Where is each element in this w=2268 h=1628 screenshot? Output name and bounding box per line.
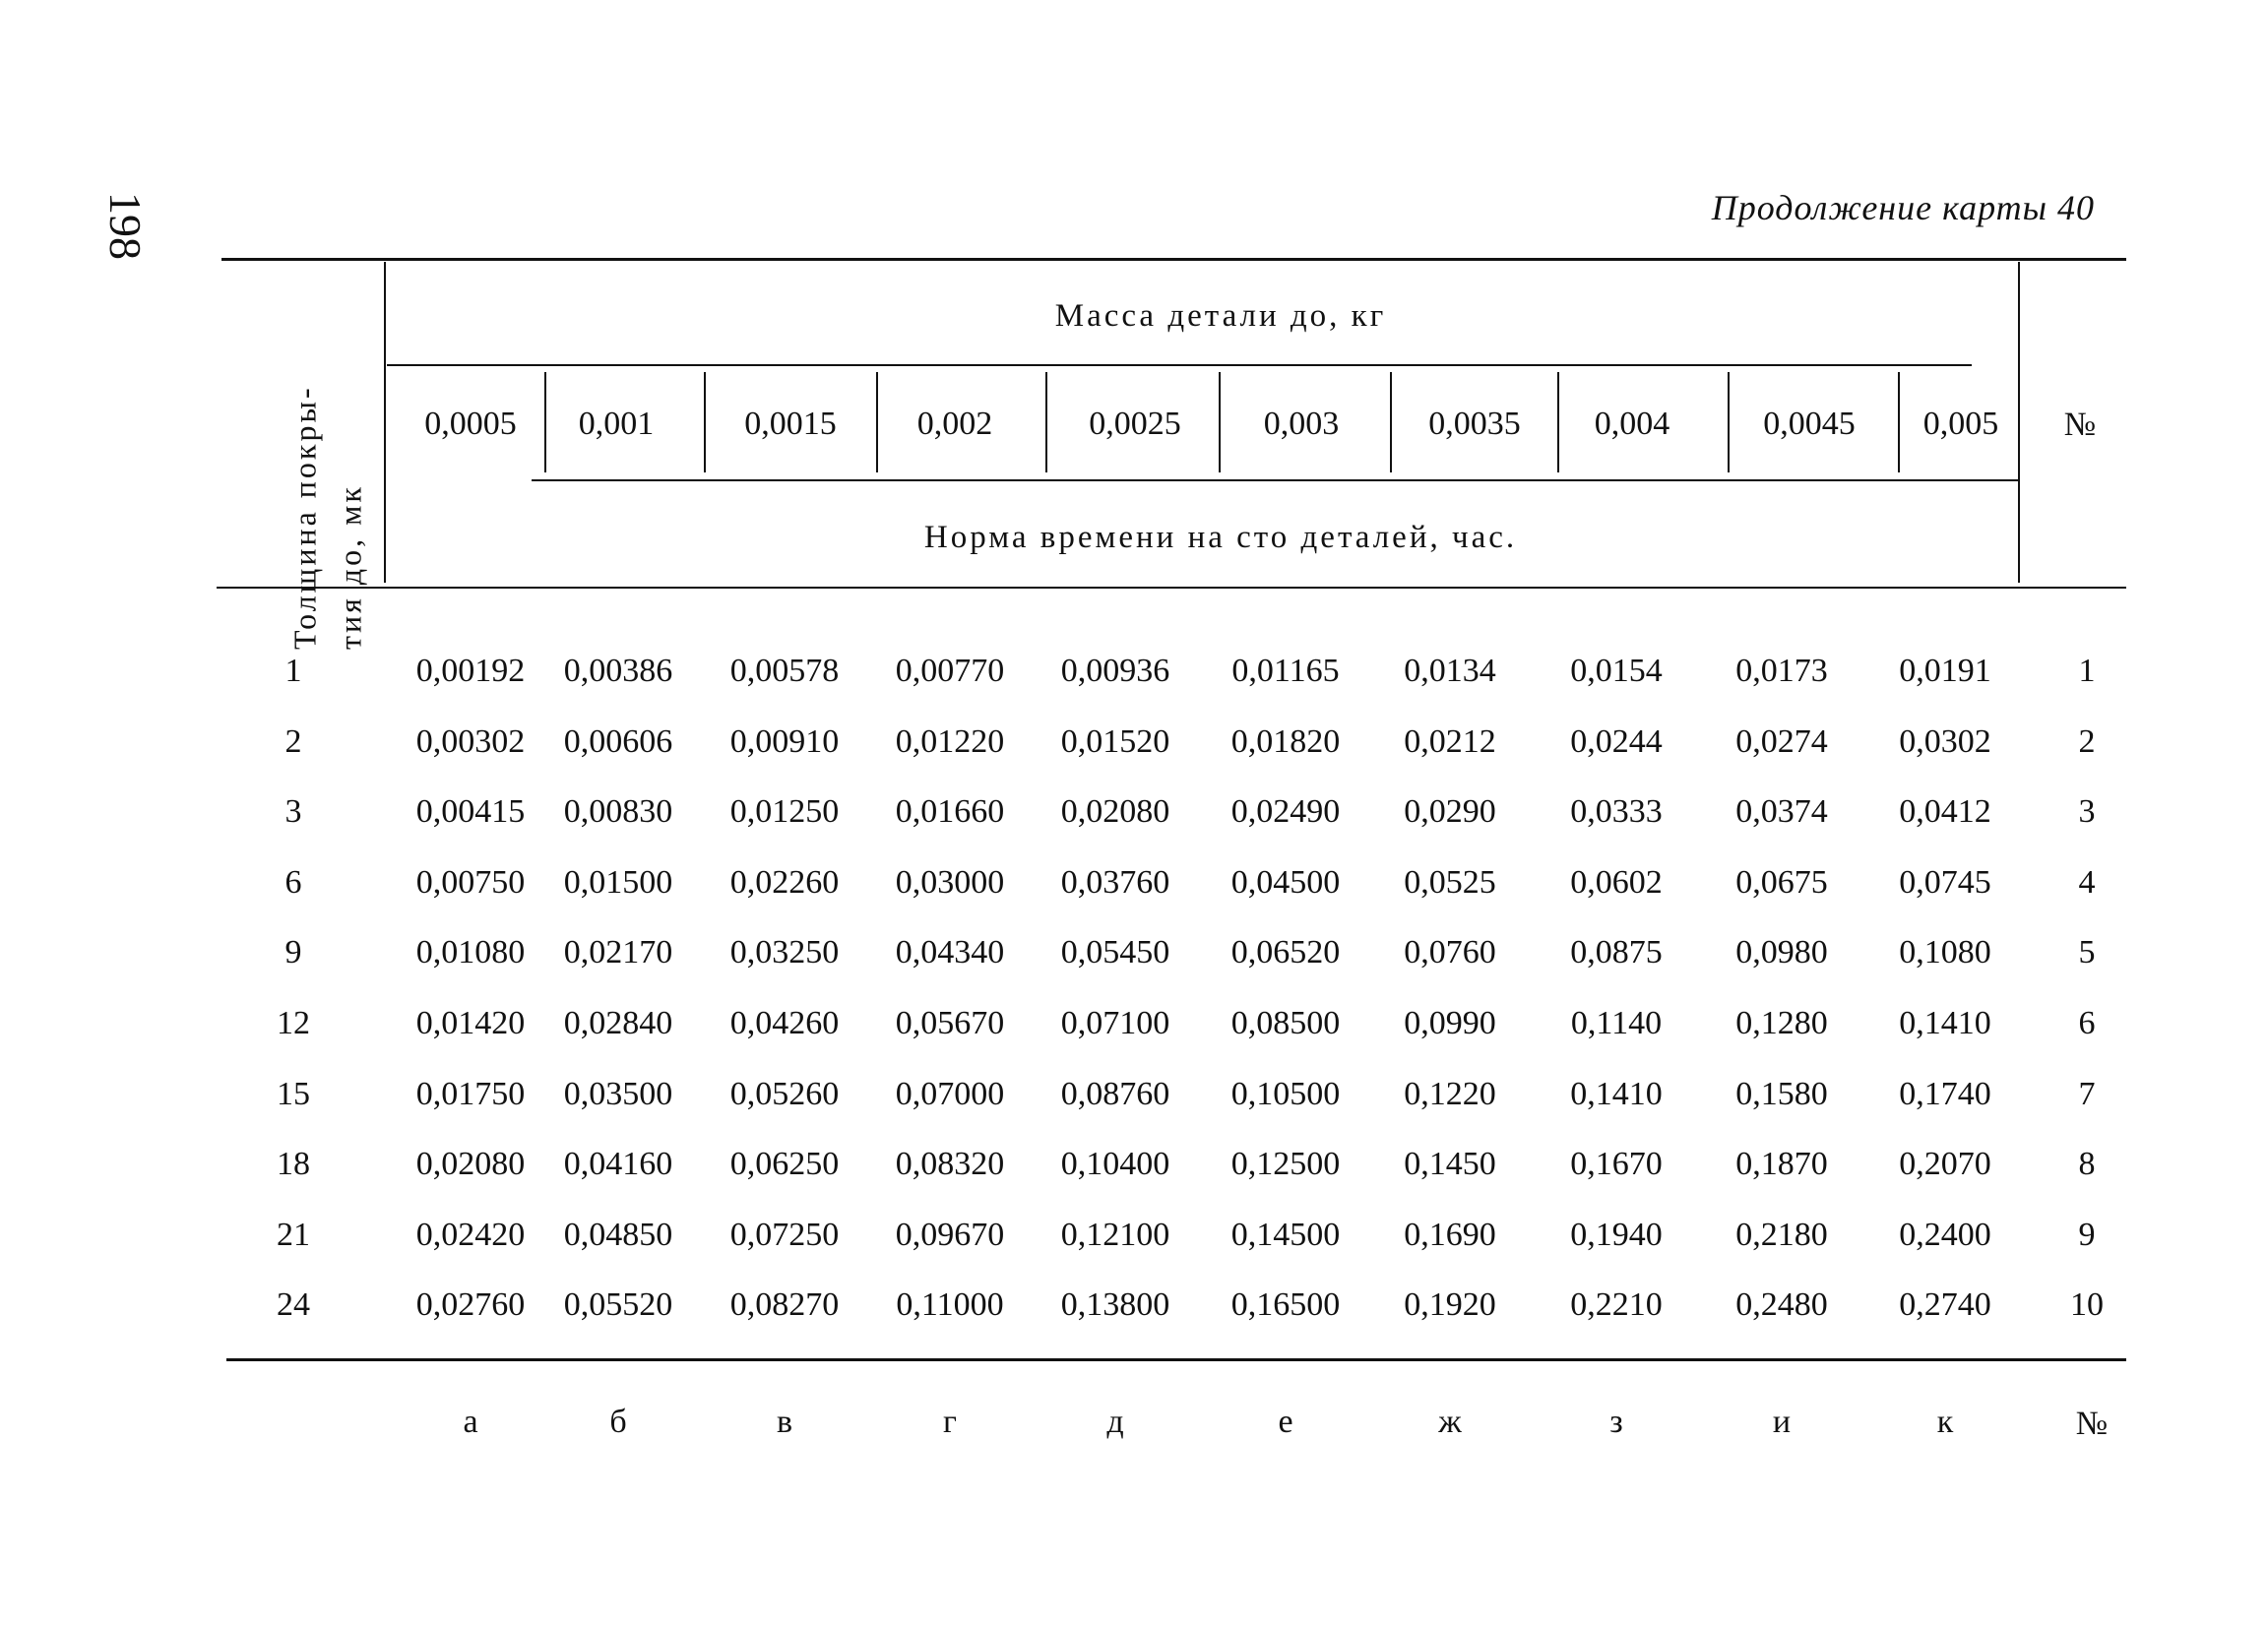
table-bottom-rule bbox=[226, 1358, 2126, 1361]
table-cell: 0,07100 bbox=[1060, 1005, 1170, 1041]
table-cell: 0,0134 bbox=[1404, 653, 1496, 689]
row-number: 9 bbox=[2078, 1216, 2096, 1253]
table-cell: 0,0333 bbox=[1570, 793, 1663, 831]
table-cell: 0,10500 bbox=[1230, 1075, 1341, 1112]
table-cell: 0,10400 bbox=[1060, 1146, 1170, 1183]
table-cell: 0,01660 bbox=[895, 793, 1005, 831]
table-cell: 0,0980 bbox=[1735, 934, 1828, 971]
row-number: 1 bbox=[2078, 653, 2096, 689]
table-cell: 0,04500 bbox=[1230, 863, 1341, 901]
mass-value-header: 0,0015 bbox=[744, 406, 837, 442]
table-cell: 0,1740 bbox=[1899, 1075, 1991, 1112]
row-thickness: 2 bbox=[284, 722, 302, 760]
column-letter: д bbox=[1106, 1404, 1124, 1440]
table-cell: 0,0675 bbox=[1735, 863, 1828, 901]
row-thickness: 6 bbox=[284, 863, 302, 901]
column-letter: б bbox=[609, 1404, 627, 1440]
num-column-divider bbox=[2018, 262, 2020, 583]
table-cell: 0,0173 bbox=[1735, 653, 1828, 689]
mass-value-header: 0,004 bbox=[1594, 406, 1670, 442]
row-number: 10 bbox=[2070, 1286, 2104, 1324]
table-cell: 0,08760 bbox=[1060, 1075, 1170, 1112]
mass-column-divider bbox=[1219, 372, 1221, 472]
column-letter: к bbox=[1936, 1404, 1954, 1440]
table-cell: 0,04340 bbox=[895, 934, 1005, 971]
row-thickness: 3 bbox=[284, 793, 302, 831]
table-cell: 0,1280 bbox=[1735, 1005, 1828, 1041]
row-thickness: 12 bbox=[277, 1005, 310, 1041]
mass-column-divider bbox=[1728, 372, 1730, 472]
table-cell: 0,00750 bbox=[415, 863, 526, 901]
row-thickness: 9 bbox=[284, 934, 302, 971]
table-cell: 0,2480 bbox=[1735, 1286, 1828, 1324]
table-cell: 0,00415 bbox=[415, 793, 526, 831]
header-bottom-rule bbox=[217, 587, 2126, 589]
column-letter: г bbox=[943, 1404, 957, 1440]
table-cell: 0,05260 bbox=[729, 1075, 840, 1112]
column-letter: ж bbox=[1438, 1404, 1462, 1440]
page-number: 198 bbox=[100, 192, 151, 260]
mass-value-header: 0,005 bbox=[1922, 406, 1999, 442]
row-number: 7 bbox=[2078, 1075, 2096, 1112]
stub-header-line-1: Толщина покры- bbox=[286, 385, 323, 650]
table-cell: 0,13800 bbox=[1060, 1286, 1170, 1324]
table-cell: 0,01220 bbox=[895, 722, 1005, 760]
table-cell: 0,12500 bbox=[1230, 1146, 1341, 1183]
column-letter: з bbox=[1609, 1404, 1623, 1440]
table-cell: 0,01750 bbox=[415, 1075, 526, 1112]
table-cell: 0,2180 bbox=[1735, 1216, 1828, 1253]
table-cell: 0,0745 bbox=[1899, 863, 1991, 901]
table-cell: 0,05520 bbox=[563, 1286, 673, 1324]
row-thickness: 1 bbox=[284, 653, 302, 689]
mass-value-header: 0,0005 bbox=[424, 406, 517, 442]
table-cell: 0,2400 bbox=[1899, 1216, 1991, 1253]
table-cell: 0,2740 bbox=[1899, 1286, 1991, 1324]
row-number: 6 bbox=[2078, 1005, 2096, 1041]
table-cell: 0,04850 bbox=[563, 1216, 673, 1253]
table-cell: 0,0990 bbox=[1404, 1005, 1496, 1041]
table-cell: 0,08500 bbox=[1230, 1005, 1341, 1041]
table-cell: 0,01080 bbox=[415, 934, 526, 971]
mass-value-header: 0,0035 bbox=[1428, 406, 1521, 442]
footer-num-label: № bbox=[2075, 1406, 2109, 1442]
table-cell: 0,1140 bbox=[1570, 1005, 1663, 1041]
table-cell: 0,11000 bbox=[896, 1286, 1004, 1324]
mass-column-divider bbox=[704, 372, 706, 472]
table-cell: 0,00936 bbox=[1060, 653, 1170, 689]
table-cell: 0,00386 bbox=[563, 653, 673, 689]
table-cell: 0,03000 bbox=[895, 863, 1005, 901]
table-cell: 0,07250 bbox=[729, 1216, 840, 1253]
table-cell: 0,00830 bbox=[563, 793, 673, 831]
table-cell: 0,14500 bbox=[1230, 1216, 1341, 1253]
table-cell: 0,0154 bbox=[1570, 653, 1663, 689]
table-cell: 0,0274 bbox=[1735, 722, 1828, 760]
row-number: 4 bbox=[2078, 863, 2096, 901]
row-thickness: 15 bbox=[277, 1075, 310, 1112]
table-cell: 0,0374 bbox=[1735, 793, 1828, 831]
table-cell: 0,12100 bbox=[1060, 1216, 1170, 1253]
row-number: 8 bbox=[2078, 1146, 2096, 1183]
table-cell: 0,03760 bbox=[1060, 863, 1170, 901]
norm-subheader-rule bbox=[532, 479, 2018, 481]
table-cell: 0,03500 bbox=[563, 1075, 673, 1112]
column-letter: в bbox=[776, 1404, 793, 1440]
mass-header: Масса детали до, кг bbox=[1054, 298, 1387, 334]
column-letter: а bbox=[463, 1404, 478, 1440]
table-cell: 0,00302 bbox=[415, 722, 526, 760]
table-cell: 0,1920 bbox=[1404, 1286, 1496, 1324]
num-column-header: № bbox=[2063, 407, 2097, 443]
table-cell: 0,02490 bbox=[1230, 793, 1341, 831]
table-cell: 0,0302 bbox=[1899, 722, 1991, 760]
table-cell: 0,1670 bbox=[1570, 1146, 1663, 1183]
table-cell: 0,01165 bbox=[1231, 653, 1340, 689]
stub-header-line-2: тия до, мк bbox=[333, 484, 368, 650]
table-cell: 0,0602 bbox=[1570, 863, 1663, 901]
table-cell: 0,05450 bbox=[1060, 934, 1170, 971]
table-cell: 0,01820 bbox=[1230, 722, 1341, 760]
table-cell: 0,1690 bbox=[1404, 1216, 1496, 1253]
mass-subheader-rule bbox=[387, 364, 1972, 366]
table-cell: 0,0290 bbox=[1404, 793, 1496, 831]
table-cell: 0,0525 bbox=[1404, 863, 1496, 901]
table-cell: 0,02420 bbox=[415, 1216, 526, 1253]
table-cell: 0,06250 bbox=[729, 1146, 840, 1183]
row-thickness: 24 bbox=[277, 1286, 310, 1324]
row-thickness: 18 bbox=[277, 1146, 310, 1183]
table-cell: 0,2210 bbox=[1570, 1286, 1663, 1324]
table-cell: 0,09670 bbox=[895, 1216, 1005, 1253]
table-cell: 0,0191 bbox=[1899, 653, 1991, 689]
table-cell: 0,01420 bbox=[415, 1005, 526, 1041]
continuation-caption: Продолжение карты 40 bbox=[1711, 188, 2095, 227]
table-cell: 0,02080 bbox=[1060, 793, 1170, 831]
table-cell: 0,0875 bbox=[1570, 934, 1663, 971]
table-cell: 0,00910 bbox=[729, 722, 840, 760]
mass-value-header: 0,0025 bbox=[1089, 406, 1181, 442]
table-cell: 0,00606 bbox=[563, 722, 673, 760]
table-top-rule bbox=[221, 258, 2126, 261]
table-cell: 0,1940 bbox=[1570, 1216, 1663, 1253]
table-cell: 0,04160 bbox=[563, 1146, 673, 1183]
table-cell: 0,00192 bbox=[415, 653, 526, 689]
mass-column-divider bbox=[1390, 372, 1392, 472]
table-cell: 0,00770 bbox=[895, 653, 1005, 689]
table-cell: 0,05670 bbox=[895, 1005, 1005, 1041]
table-cell: 0,0412 bbox=[1899, 793, 1991, 831]
table-cell: 0,04260 bbox=[729, 1005, 840, 1041]
table-cell: 0,0212 bbox=[1404, 722, 1496, 760]
table-cell: 0,01520 bbox=[1060, 722, 1170, 760]
table-cell: 0,1410 bbox=[1899, 1005, 1991, 1041]
mass-column-divider bbox=[1557, 372, 1559, 472]
table-cell: 0,02080 bbox=[415, 1146, 526, 1183]
table-cell: 0,2070 bbox=[1899, 1146, 1991, 1183]
row-number: 2 bbox=[2078, 722, 2096, 760]
table-cell: 0,02260 bbox=[729, 863, 840, 901]
table-cell: 0,06520 bbox=[1230, 934, 1341, 971]
norm-header: Норма времени на сто деталей, час. bbox=[923, 520, 1518, 555]
table-cell: 0,1450 bbox=[1404, 1146, 1496, 1183]
table-cell: 0,1220 bbox=[1404, 1075, 1496, 1112]
mass-value-header: 0,003 bbox=[1263, 406, 1340, 442]
table-cell: 0,02840 bbox=[563, 1005, 673, 1041]
table-cell: 0,1870 bbox=[1735, 1146, 1828, 1183]
column-letter: е bbox=[1278, 1404, 1293, 1440]
stub-column-header bbox=[283, 335, 374, 650]
table-cell: 0,01500 bbox=[563, 863, 673, 901]
table-cell: 0,0244 bbox=[1570, 722, 1663, 760]
mass-column-divider bbox=[1898, 372, 1900, 472]
mass-value-header: 0,002 bbox=[916, 406, 993, 442]
table-cell: 0,01250 bbox=[729, 793, 840, 831]
column-letter: и bbox=[1772, 1404, 1792, 1440]
table-cell: 0,02170 bbox=[563, 934, 673, 971]
table-cell: 0,07000 bbox=[895, 1075, 1005, 1112]
mass-column-divider bbox=[544, 372, 546, 472]
table-cell: 0,08270 bbox=[729, 1286, 840, 1324]
table-cell: 0,1410 bbox=[1570, 1075, 1663, 1112]
table-cell: 0,0760 bbox=[1404, 934, 1496, 971]
table-cell: 0,1580 bbox=[1735, 1075, 1828, 1112]
mass-column-divider bbox=[1045, 372, 1047, 472]
mass-column-divider bbox=[876, 372, 878, 472]
table-cell: 0,1080 bbox=[1899, 934, 1991, 971]
mass-value-header: 0,001 bbox=[578, 406, 655, 442]
table-cell: 0,00578 bbox=[729, 653, 840, 689]
table-cell: 0,16500 bbox=[1230, 1286, 1341, 1324]
row-number: 3 bbox=[2078, 793, 2096, 831]
table-cell: 0,03250 bbox=[729, 934, 840, 971]
row-thickness: 21 bbox=[277, 1216, 310, 1253]
table-cell: 0,08320 bbox=[895, 1146, 1005, 1183]
row-number: 5 bbox=[2078, 934, 2096, 971]
stub-column-divider bbox=[384, 262, 386, 583]
table-cell: 0,02760 bbox=[415, 1286, 526, 1324]
mass-value-header: 0,0045 bbox=[1763, 406, 1856, 442]
